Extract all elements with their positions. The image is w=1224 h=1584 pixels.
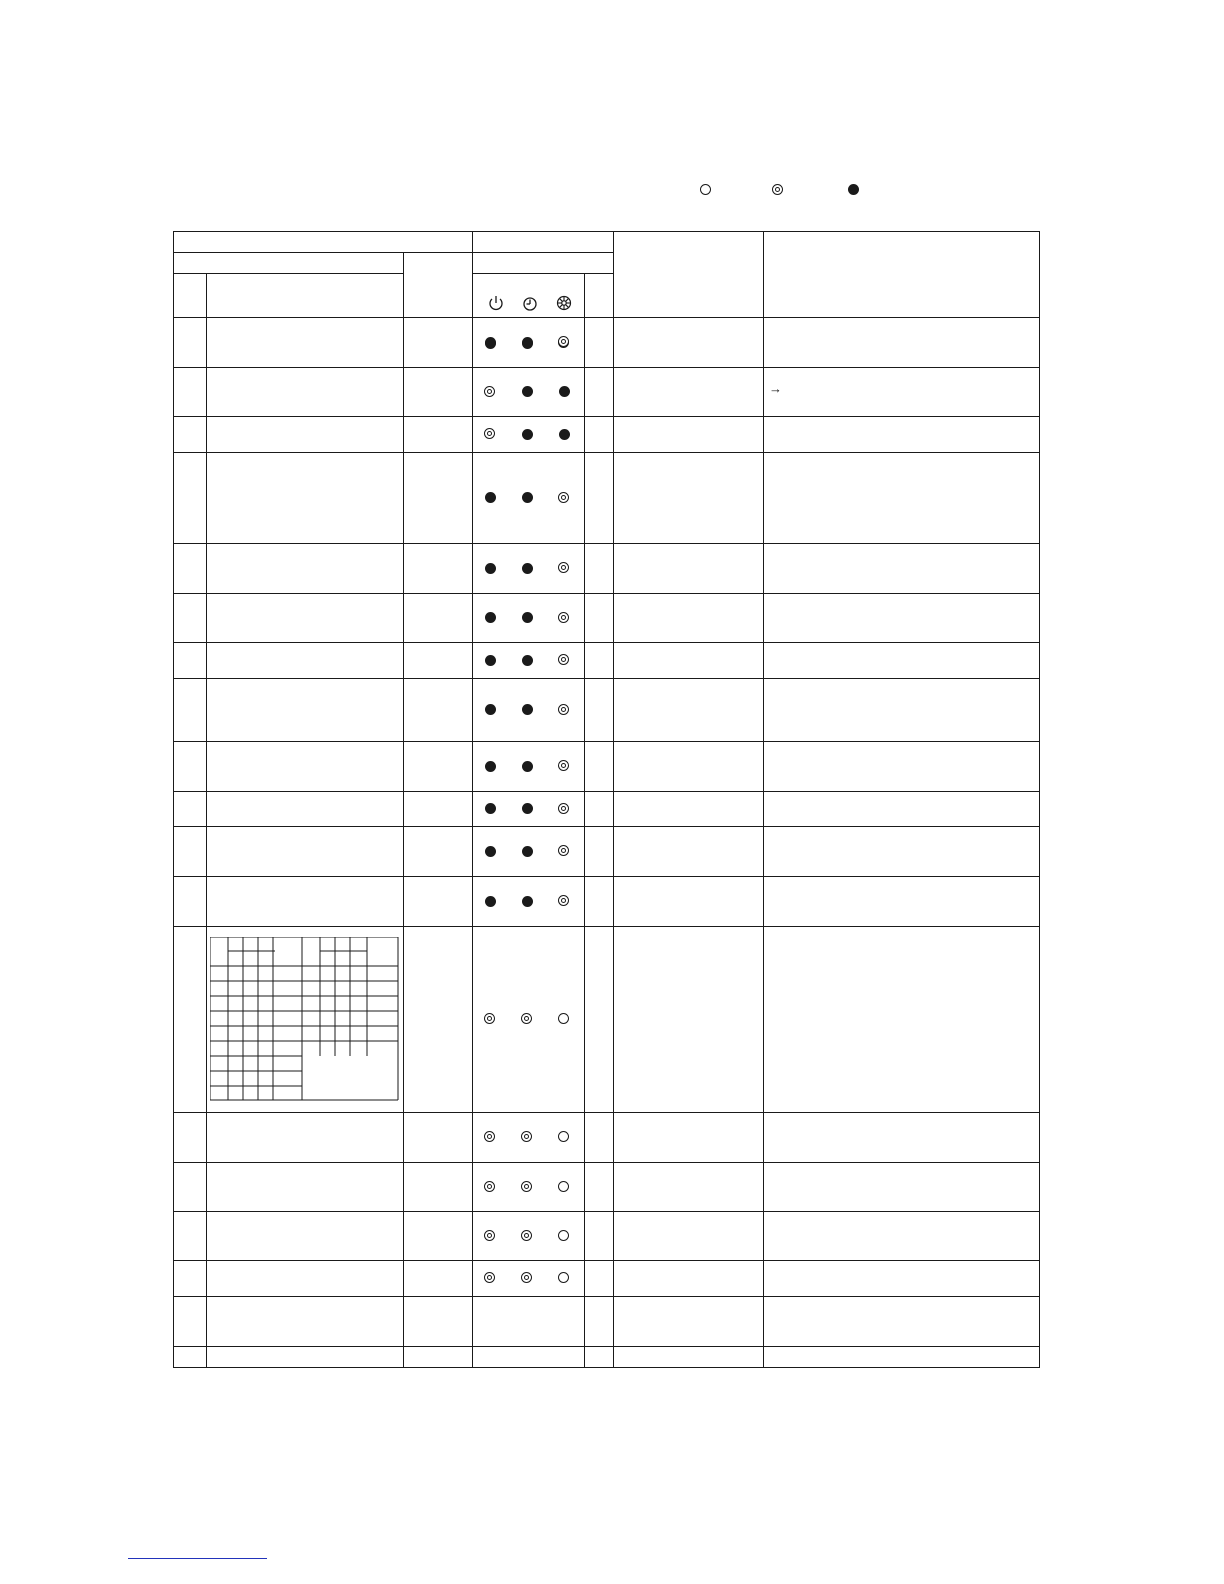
led-off-symbol <box>558 1131 569 1142</box>
grid-line <box>403 252 404 1367</box>
led-blink-symbol <box>484 1181 495 1192</box>
led-off-symbol <box>558 1181 569 1192</box>
grid-line <box>613 231 614 1367</box>
row-divider <box>173 926 1040 927</box>
led-blink-symbol <box>558 803 569 814</box>
row-divider <box>173 1260 1040 1261</box>
row-divider <box>173 1211 1040 1212</box>
row-divider <box>173 678 1040 679</box>
row-2-arrow: → <box>769 381 782 396</box>
row-divider <box>173 1367 1040 1368</box>
led-on-symbol <box>522 803 533 814</box>
led-on-symbol <box>522 429 533 440</box>
led-on-symbol <box>559 429 570 440</box>
row-divider <box>173 1112 1040 1113</box>
grid-line <box>763 231 764 1367</box>
led-blink-symbol <box>521 1181 532 1192</box>
led-blink-symbol <box>558 760 569 771</box>
led-on-symbol <box>485 704 496 715</box>
row-divider <box>173 826 1040 827</box>
led-blink-symbol <box>484 428 495 439</box>
led-on-symbol <box>559 386 570 397</box>
led-on-symbol <box>522 563 533 574</box>
led-on-symbol <box>485 612 496 623</box>
led-blink-symbol <box>558 845 569 856</box>
grid-line <box>472 273 614 274</box>
table-right-border <box>1039 231 1040 1367</box>
led-on-symbol <box>522 386 533 397</box>
row-divider <box>173 741 1040 742</box>
led-blink-symbol <box>521 1272 532 1283</box>
row-divider <box>173 593 1040 594</box>
led-on-symbol <box>522 612 533 623</box>
table-left-border <box>173 231 174 1367</box>
grid-line <box>173 252 614 253</box>
led-on-symbol <box>522 896 533 907</box>
row-divider <box>173 543 1040 544</box>
led-on-symbol <box>485 846 496 857</box>
table-top-border <box>173 231 1040 232</box>
row-divider <box>173 452 1040 453</box>
led-on-symbol <box>522 846 533 857</box>
grid-line <box>472 231 473 1367</box>
led-blink-symbol <box>521 1013 532 1024</box>
led-blink-symbol <box>558 704 569 715</box>
led-blink-symbol <box>558 562 569 573</box>
led-blink-symbol <box>484 1230 495 1241</box>
led-on-symbol <box>485 492 496 503</box>
row-divider <box>173 1346 1040 1347</box>
led-off-symbol <box>558 1013 569 1024</box>
led-blink-symbol <box>558 612 569 623</box>
grid-line <box>173 273 404 274</box>
led-blink-symbol <box>558 492 569 503</box>
led-blink-symbol <box>521 1230 532 1241</box>
power-icon <box>487 294 505 312</box>
row-divider <box>173 791 1040 792</box>
grid-line <box>206 273 207 1367</box>
row-divider <box>173 1296 1040 1297</box>
led-on-symbol <box>485 337 496 348</box>
check-code-subtable <box>210 937 399 1101</box>
row-divider <box>173 317 1040 318</box>
led-on-symbol <box>485 803 496 814</box>
led-off-symbol <box>558 1272 569 1283</box>
row-divider <box>173 367 1040 368</box>
row-divider <box>173 1162 1040 1163</box>
led-on-symbol <box>485 563 496 574</box>
row-divider <box>173 642 1040 643</box>
led-blink-symbol <box>558 895 569 906</box>
led-blink-symbol <box>484 1013 495 1024</box>
grid-line <box>584 273 585 1367</box>
led-on-symbol <box>522 761 533 772</box>
footer-link-underline[interactable] <box>128 1558 267 1559</box>
led-blink-symbol <box>484 1131 495 1142</box>
operation-icon <box>555 294 573 312</box>
led-blink-symbol <box>484 386 495 397</box>
led-on-symbol <box>522 655 533 666</box>
led-blink-symbol <box>521 1131 532 1142</box>
row-divider <box>173 416 1040 417</box>
row-divider <box>173 876 1040 877</box>
led-on-symbol <box>522 704 533 715</box>
led-blink-symbol <box>558 654 569 665</box>
led-on-symbol <box>522 492 533 503</box>
led-on-symbol <box>522 337 533 348</box>
led-on-symbol <box>485 761 496 772</box>
led-on-symbol <box>485 655 496 666</box>
led-on-symbol <box>485 896 496 907</box>
led-blink-symbol <box>484 1272 495 1283</box>
led-off-symbol <box>558 1230 569 1241</box>
timer-icon <box>521 294 539 312</box>
